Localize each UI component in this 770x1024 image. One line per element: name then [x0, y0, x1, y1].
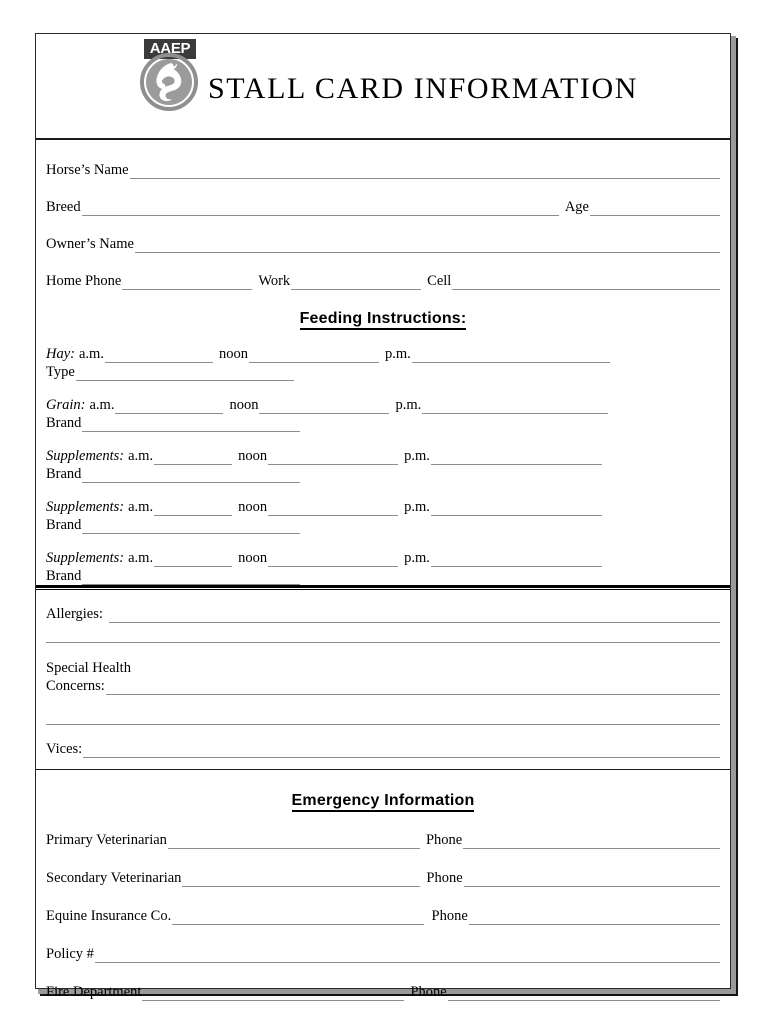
field-horse-name	[46, 162, 720, 179]
page-title: STALL CARD INFORMATION	[208, 72, 639, 105]
field-owner-name	[46, 236, 720, 253]
grain-times	[46, 397, 720, 414]
grain-am-label: a.m.	[89, 397, 115, 413]
vices-label: Vices:	[46, 741, 83, 757]
policy-number-label: Policy #	[46, 946, 94, 962]
secondary-vet-label: Secondary Veterinarian	[46, 870, 182, 886]
aaep-logo	[138, 39, 200, 135]
hay-pm-label: p.m.	[384, 346, 411, 362]
horse-head-in-circle-icon	[140, 53, 198, 111]
grain-pm-input[interactable]	[422, 400, 608, 414]
supplement-3-label: Supplements:	[46, 550, 125, 566]
special-health-input-line-2[interactable]	[46, 711, 720, 725]
allergies-input-line-2[interactable]	[46, 629, 720, 643]
secondary-vet-phone-label: Phone	[426, 870, 463, 886]
grain-pm-label: p.m.	[395, 397, 422, 413]
feeding-row-hay	[46, 346, 720, 381]
hay-type-input[interactable]	[76, 367, 294, 381]
hay-label: Hay:	[46, 346, 75, 362]
aaep-wordmark: AAEP	[144, 39, 196, 59]
supplement-2-am-input[interactable]	[154, 502, 232, 516]
supplement-1-brand-label: Brand	[46, 466, 82, 482]
breed-input[interactable]	[82, 202, 559, 216]
identification-section	[36, 140, 730, 290]
secondary-vet-input[interactable]	[182, 873, 420, 887]
field-equine-insurance	[46, 908, 720, 925]
equine-insurance-phone-input[interactable]	[469, 911, 720, 925]
hay-am-input[interactable]	[105, 349, 213, 363]
feeding-row-supplement-2	[46, 499, 720, 534]
field-secondary-veterinarian	[46, 870, 720, 887]
owner-name-input[interactable]	[135, 239, 720, 253]
supplement-2-am-label: a.m.	[128, 499, 154, 515]
fire-department-label: Fire Department	[46, 984, 142, 1000]
grain-label: Grain:	[46, 397, 86, 413]
special-health-concerns-row	[46, 678, 720, 695]
field-allergies	[46, 606, 720, 623]
field-fire-department	[46, 984, 720, 1001]
supplement-1-pm-input[interactable]	[431, 451, 602, 465]
grain-brand-label: Brand	[46, 415, 82, 431]
supplement-2-pm-input[interactable]	[431, 502, 602, 516]
special-health-label-line-2: Concerns:	[46, 678, 105, 694]
feeding-row-supplement-1	[46, 448, 720, 483]
fire-department-phone-input[interactable]	[448, 987, 720, 1001]
supplement-2-noon-label: noon	[238, 499, 268, 515]
home-phone-input[interactable]	[122, 276, 252, 290]
fire-department-input[interactable]	[142, 987, 404, 1001]
field-primary-veterinarian	[46, 832, 720, 849]
feeding-row-supplement-3	[46, 550, 720, 585]
equine-insurance-label: Equine Insurance Co.	[46, 908, 172, 924]
horse-name-input[interactable]	[130, 165, 720, 179]
supplement-1-am-input[interactable]	[154, 451, 232, 465]
supplement-1-label: Supplements:	[46, 448, 125, 464]
primary-vet-input[interactable]	[168, 835, 420, 849]
hay-pm-input[interactable]	[412, 349, 610, 363]
home-phone-label: Home Phone	[46, 273, 122, 289]
vices-input[interactable]	[83, 744, 720, 758]
supplement-3-am-label: a.m.	[128, 550, 154, 566]
field-special-health-concerns	[46, 659, 720, 695]
fire-department-phone-label: Phone	[410, 984, 447, 1000]
supplement-3-noon-label: noon	[238, 550, 268, 566]
hay-am-label: a.m.	[79, 346, 104, 362]
supplement-1-noon-label: noon	[238, 448, 268, 464]
stall-card-document	[35, 33, 733, 1000]
supplement-1-times	[46, 448, 720, 465]
supplement-2-noon-input[interactable]	[268, 502, 398, 516]
health-notes-divider	[36, 769, 730, 770]
supplement-3-brand-label: Brand	[46, 568, 82, 584]
grain-am-input[interactable]	[115, 400, 223, 414]
emergency-section	[36, 792, 730, 1001]
field-vices	[46, 741, 720, 758]
policy-number-input[interactable]	[95, 949, 720, 963]
allergies-label: Allergies:	[46, 606, 103, 622]
supplement-1-noon-input[interactable]	[268, 451, 398, 465]
grain-noon-label: noon	[229, 397, 259, 413]
supplement-3-brand-row	[46, 568, 720, 585]
secondary-vet-phone-input[interactable]	[464, 873, 720, 887]
supplement-1-brand-row	[46, 466, 720, 483]
age-label: Age	[564, 199, 589, 215]
supplement-2-brand-input[interactable]	[82, 520, 300, 534]
hay-type-row	[46, 364, 720, 381]
age-input[interactable]	[590, 202, 720, 216]
supplement-2-brand-label: Brand	[46, 517, 82, 533]
breed-label: Breed	[46, 199, 81, 215]
supplement-3-pm-label: p.m.	[404, 550, 430, 566]
supplement-1-pm-label: p.m.	[404, 448, 430, 464]
allergies-input[interactable]	[109, 609, 720, 623]
supplement-1-am-label: a.m.	[128, 448, 154, 464]
horse-name-label: Horse’s Name	[46, 162, 129, 178]
work-phone-input[interactable]	[291, 276, 421, 290]
supplement-2-label: Supplements:	[46, 499, 125, 515]
primary-vet-phone-label: Phone	[425, 832, 463, 848]
emergency-heading-text: Emergency Information	[292, 792, 475, 812]
supplement-3-times	[46, 550, 720, 567]
page-body	[35, 33, 731, 1000]
primary-vet-phone-input[interactable]	[463, 835, 720, 849]
feeding-row-grain	[46, 397, 720, 432]
feeding-heading	[46, 310, 720, 328]
field-phones	[46, 273, 720, 290]
special-health-label-line-1: Special Health	[46, 660, 131, 676]
supplement-1-brand-input[interactable]	[82, 469, 300, 483]
special-health-input[interactable]	[106, 681, 720, 695]
document-header	[36, 34, 730, 140]
hay-type-label: Type	[46, 364, 75, 380]
equine-insurance-input[interactable]	[172, 911, 423, 925]
health-notes-section	[36, 590, 730, 770]
field-policy-number	[46, 946, 720, 963]
hay-noon-label: noon	[218, 346, 248, 362]
feeding-heading-text: Feeding Instructions:	[300, 310, 467, 330]
hay-times	[46, 346, 720, 363]
cell-phone-input[interactable]	[452, 276, 720, 290]
grain-brand-input[interactable]	[82, 418, 300, 432]
supplement-3-pm-input[interactable]	[431, 553, 602, 567]
work-phone-label: Work	[258, 273, 291, 289]
feeding-section	[36, 310, 730, 590]
owner-name-label: Owner’s Name	[46, 236, 134, 252]
equine-insurance-phone-label: Phone	[431, 908, 468, 924]
supplement-3-am-input[interactable]	[154, 553, 232, 567]
primary-vet-label: Primary Veterinarian	[46, 832, 167, 848]
supplement-2-pm-label: p.m.	[404, 499, 430, 515]
field-breed-age	[46, 199, 720, 216]
supplement-2-brand-row	[46, 517, 720, 534]
hay-noon-input[interactable]	[249, 349, 379, 363]
emergency-heading	[46, 792, 720, 810]
supplement-2-times	[46, 499, 720, 516]
grain-brand-row	[46, 415, 720, 432]
supplement-3-noon-input[interactable]	[268, 553, 398, 567]
supplement-3-brand-input[interactable]	[82, 571, 300, 585]
cell-phone-label: Cell	[427, 273, 452, 289]
grain-noon-input[interactable]	[259, 400, 389, 414]
